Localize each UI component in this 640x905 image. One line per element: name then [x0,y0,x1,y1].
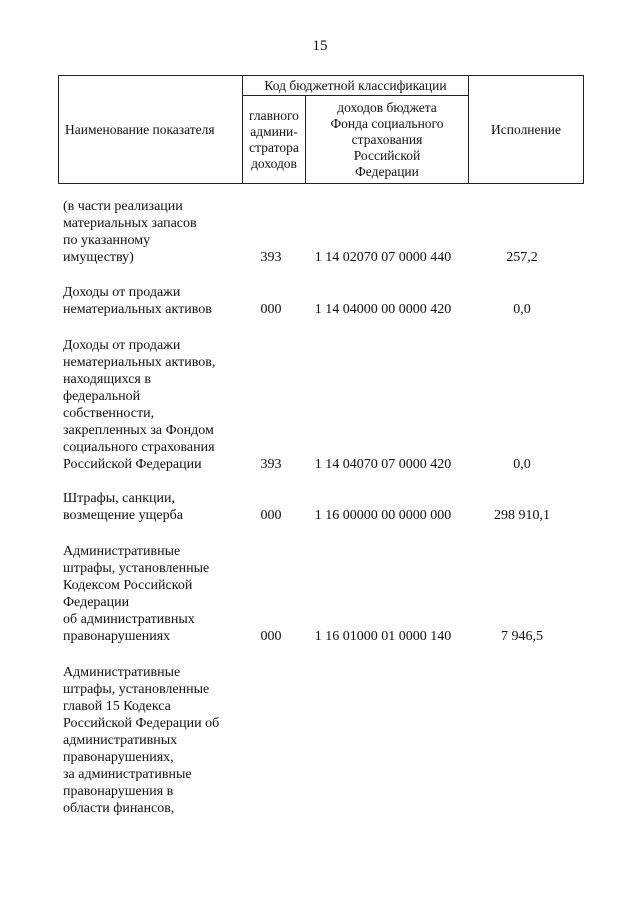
header-income-code: доходов бюджета Фонда социального страхования Российской Федерации [306,96,469,184]
table-row [0,198,640,266]
table-row [0,490,640,524]
row-name: Административные штрафы, установленные главой 15 Кодекса Российской Федерации об административных правонарушениях, за административные правонарушения в области финансов, [63,665,220,816]
header-code-group: Код бюджетной классификации [243,76,469,96]
header-exec: Исполнение [469,76,584,184]
row-name: Доходы от продажи нематериальных активов [63,285,212,317]
row-admin-code: 393 [260,457,282,472]
row-admin-code: 000 [260,508,282,523]
row-budget-code: 1 14 04000 00 0000 420 [314,302,452,317]
row-name: (в части реализации материальных запасов по указанному имуществу) [63,199,197,265]
row-budget-code: 1 16 01000 01 0000 140 [314,629,452,644]
table-row [0,664,640,818]
row-budget-code: 1 14 02070 07 0000 440 [314,250,452,265]
row-name: Административные штрафы, установленные Кодексом Российской Федерации об административных правонарушениях [63,544,210,644]
row-budget-code: 1 16 00000 00 0000 000 [314,508,452,523]
row-admin-code: 393 [260,250,282,265]
row-execution: 7 946,5 [501,629,543,644]
row-execution: 0,0 [513,457,531,472]
table-row [0,337,640,473]
row-name: Доходы от продажи нематериальных активов, находящихся в федеральной собственности, закрепленных за Фондом социального страхования Российской Федерации [63,338,216,472]
row-admin-code: 000 [260,629,282,644]
header-name: Наименование показателя [59,76,243,184]
row-execution: 298 910,1 [494,508,550,523]
header-admin: главного админи- стратора доходов [243,96,306,184]
table-header [58,75,584,184]
row-budget-code: 1 14 04070 07 0000 420 [314,457,452,472]
row-admin-code: 000 [260,302,282,317]
row-execution: 0,0 [513,302,531,317]
row-name: Штрафы, санкции, возмещение ущерба [63,491,183,523]
row-execution: 257,2 [506,250,538,265]
table-row [0,543,640,645]
page-number: 15 [312,38,328,54]
table-row [0,284,640,318]
